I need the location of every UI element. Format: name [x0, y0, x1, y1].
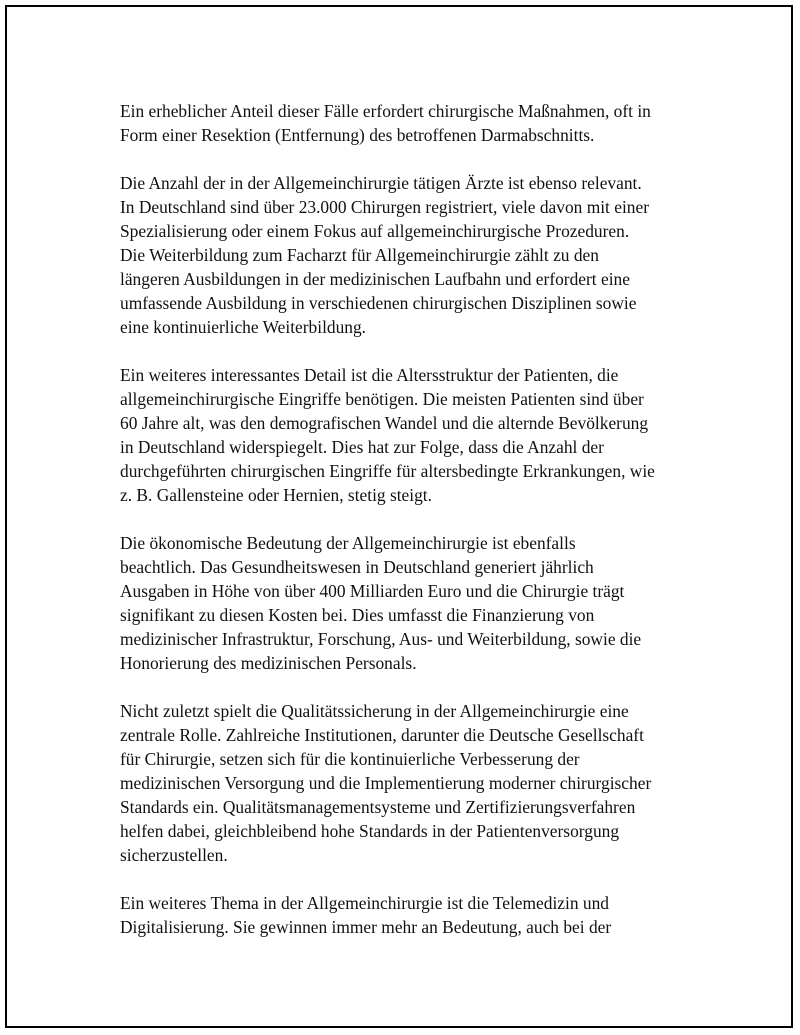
text-line: Die Weiterbildung zum Facharzt für Allgemeinchirurgie zählt zu den: [120, 245, 599, 265]
text-line: Standards ein. Qualitätsmanagementsysteme und Zertifizierungsverfahren: [120, 797, 636, 817]
text-line: medizinischer Infrastruktur, Forschung, Aus- und Weiterbildung, sowie die: [120, 629, 642, 649]
text-line: Ein erheblicher Anteil dieser Fälle erfordert chirurgische Maßnahmen, oft in: [120, 101, 651, 121]
text-line: 60 Jahre alt, was den demografischen Wandel und die alternde Bevölkerung: [120, 413, 649, 433]
text-line: sicherzustellen.: [120, 845, 228, 865]
paragraph: [120, 363, 700, 507]
text-line: Nicht zuletzt spielt die Qualitätssicherung in der Allgemeinchirurgie eine: [120, 701, 629, 721]
text-line: für Chirurgie, setzen sich für die kontinuierliche Verbesserung der: [120, 749, 580, 769]
text-line: z. B. Gallensteine oder Hernien, stetig steigt.: [120, 485, 432, 505]
text-line: durchgeführten chirurgischen Eingriffe für altersbedingte Erkrankungen, wie: [120, 461, 655, 481]
text-line: Die ökonomische Bedeutung der Allgemeinchirurgie ist ebenfalls: [120, 533, 576, 553]
text-line: medizinischen Versorgung und die Implementierung moderner chirurgischer: [120, 773, 652, 793]
text-line: Die Anzahl der in der Allgemeinchirurgie tätigen Ärzte ist ebenso relevant.: [120, 173, 642, 193]
text-line: Digitalisierung. Sie gewinnen immer mehr an Bedeutung, auch bei der: [120, 917, 612, 937]
text-line: signifikant zu diesen Kosten bei. Dies umfasst die Finanzierung von: [120, 605, 595, 625]
text-line: helfen dabei, gleichbleibend hohe Standards in der Patientenversorgung: [120, 821, 620, 841]
paragraph: [120, 99, 700, 147]
text-line: In Deutschland sind über 23.000 Chirurgen registriert, viele davon mit einer: [120, 197, 649, 217]
paragraph: [120, 171, 700, 339]
text-line: Ein weiteres Thema in der Allgemeinchirurgie ist die Telemedizin und: [120, 893, 609, 913]
text-line: Ein weiteres interessantes Detail ist die Altersstruktur der Patienten, die: [120, 365, 619, 385]
text-line: Spezialisierung oder einem Fokus auf allgemeinchirurgische Prozeduren.: [120, 221, 630, 241]
text-line: längeren Ausbildungen in der medizinischen Laufbahn und erfordert eine: [120, 269, 630, 289]
text-line: Ausgaben in Höhe von über 400 Milliarden Euro und die Chirurgie trägt: [120, 581, 625, 601]
text-line: in Deutschland widerspiegelt. Dies hat zur Folge, dass die Anzahl der: [120, 437, 604, 457]
text-line: Form einer Resektion (Entfernung) des betroffenen Darmabschnitts.: [120, 125, 595, 145]
text-line: zentrale Rolle. Zahlreiche Institutionen, darunter die Deutsche Gesellschaft: [120, 725, 644, 745]
paragraph: [120, 699, 700, 867]
paragraph: [120, 891, 700, 939]
text-line: umfassende Ausbildung in verschiedenen chirurgischen Disziplinen sowie: [120, 293, 637, 313]
text-line: allgemeinchirurgische Eingriffe benötigen. Die meisten Patienten sind über: [120, 389, 644, 409]
paragraph: [120, 531, 700, 675]
document-body: [120, 99, 700, 963]
page-frame: [5, 5, 793, 1028]
text-line: Honorierung des medizinischen Personals.: [120, 653, 417, 673]
text-line: eine kontinuierliche Weiterbildung.: [120, 317, 367, 337]
text-line: beachtlich. Das Gesundheitswesen in Deutschland generiert jährlich: [120, 557, 594, 577]
